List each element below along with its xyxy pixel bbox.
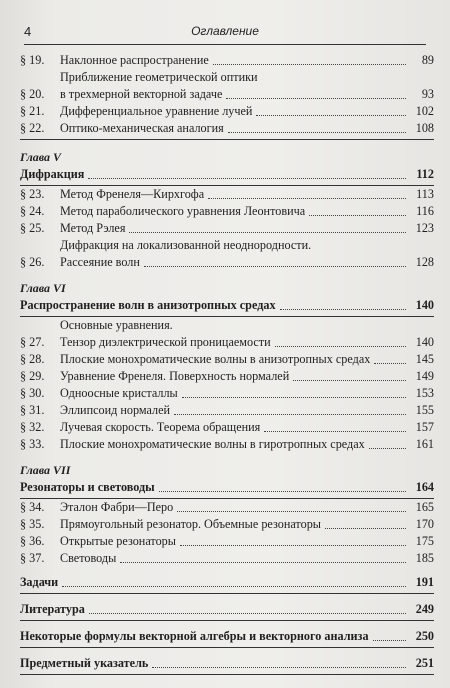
entry-title: Уравнение Френеля. Поверхность нормалей xyxy=(60,369,290,383)
entry-title: Лучевая скорость. Теорема обращения xyxy=(60,420,261,434)
entry-page: 140 xyxy=(415,335,434,349)
entry-page: 157 xyxy=(415,420,434,434)
entry-page: 108 xyxy=(415,121,434,135)
entry-title: Одноосные кристаллы xyxy=(60,386,178,400)
entry-line xyxy=(60,402,434,419)
entry-line xyxy=(20,628,434,645)
entry-body xyxy=(20,574,434,591)
entry-body xyxy=(20,166,434,183)
entry-title: Дифракция на локализованной неоднородности. xyxy=(60,238,312,252)
section-divider xyxy=(20,139,434,140)
entry-line xyxy=(60,69,434,86)
entry-page: 149 xyxy=(415,369,434,383)
section-number: § 21. xyxy=(20,104,45,118)
toc-entry xyxy=(20,516,434,533)
dot-leader xyxy=(373,640,406,641)
toc-entry xyxy=(20,436,434,453)
chapter-page: 140 xyxy=(415,298,434,312)
entry-line xyxy=(60,385,434,402)
dot-leader xyxy=(208,198,406,199)
entry-title: в трехмерной векторной задаче xyxy=(60,87,223,101)
toc-entry xyxy=(20,69,434,103)
entry-title: Задачи xyxy=(20,575,59,589)
toc-entry xyxy=(20,103,434,120)
dot-leader xyxy=(120,562,406,563)
section-number: § 29. xyxy=(20,369,45,383)
section-number: § 37. xyxy=(20,551,45,565)
entry-page: 89 xyxy=(421,53,434,67)
entry-line xyxy=(20,601,434,618)
entry-title: Эллипсоид нормалей xyxy=(60,403,171,417)
toc-entry xyxy=(20,419,434,436)
entry-body xyxy=(60,69,434,103)
toc-entry xyxy=(20,499,434,516)
entry-title: Рассеяние волн xyxy=(60,255,140,269)
dot-leader xyxy=(325,528,406,529)
entry-line xyxy=(60,436,434,453)
entry-line xyxy=(20,574,434,591)
entry-line xyxy=(60,254,434,271)
entry-title: Прямоугольный резонатор. Объемные резонаторы xyxy=(60,517,321,531)
toc-entry xyxy=(20,237,434,271)
entry-title: Приближение геометрической оптики xyxy=(60,70,258,84)
entry-body xyxy=(20,655,434,672)
entry-page: 249 xyxy=(415,602,434,616)
dot-leader xyxy=(62,586,406,587)
chapter-label: Глава VII xyxy=(20,463,71,477)
chapter-title: Распространение волн в анизотропных средах xyxy=(20,298,276,312)
entry-body xyxy=(20,628,434,645)
dot-leader xyxy=(369,448,406,449)
entry-page: 123 xyxy=(415,221,434,235)
entry-divider xyxy=(20,593,434,594)
section-number: § 20. xyxy=(20,87,45,101)
entry-line xyxy=(60,237,434,254)
entry-title: Тензор диэлектрической проницаемости xyxy=(60,335,271,349)
entry-line xyxy=(20,297,434,314)
chapter-label: Глава V xyxy=(20,150,62,164)
dot-leader xyxy=(152,667,406,668)
dot-leader xyxy=(177,511,406,512)
entry-line xyxy=(60,86,434,103)
entry-page: 251 xyxy=(415,656,434,670)
entry-title: Литература xyxy=(20,602,85,616)
entry-divider xyxy=(20,647,434,648)
section-number: § 35. xyxy=(20,517,45,531)
section-number: § 30. xyxy=(20,386,45,400)
running-title: Оглавление xyxy=(191,24,259,38)
toc-entry xyxy=(20,317,434,351)
section-number: § 19. xyxy=(20,53,45,67)
entry-line xyxy=(20,655,434,672)
entry-page: 250 xyxy=(415,629,434,643)
section-number: § 34. xyxy=(20,500,45,514)
entry-body xyxy=(60,533,434,550)
section-number: § 22. xyxy=(20,121,45,135)
entry-body xyxy=(20,297,434,314)
chapter-heading xyxy=(20,166,434,183)
entry-page: 93 xyxy=(421,87,434,101)
entry-title: Основные уравнения. xyxy=(60,318,173,332)
toc-entry xyxy=(20,220,434,237)
dot-leader xyxy=(213,64,406,65)
entry-body xyxy=(60,419,434,436)
dot-leader xyxy=(280,309,406,310)
entry-title: Некоторые формулы векторной алгебры и векторного анализа xyxy=(20,629,369,643)
entry-body xyxy=(60,237,434,271)
entry-line xyxy=(60,550,434,567)
entry-title: Эталон Фабри—Перо xyxy=(60,500,174,514)
entry-line xyxy=(20,479,434,496)
entry-title: Оптико-механическая аналогия xyxy=(60,121,224,135)
dot-leader xyxy=(180,545,406,546)
chapter-page: 164 xyxy=(415,480,434,494)
chapter-title: Дифракция xyxy=(20,167,85,181)
dot-leader xyxy=(88,178,406,179)
entry-page: 161 xyxy=(415,437,434,451)
toc-entry xyxy=(20,550,434,567)
dot-leader xyxy=(374,363,406,364)
entry-line xyxy=(20,166,434,183)
entry-page: 175 xyxy=(415,534,434,548)
entry-line xyxy=(60,533,434,550)
table-of-contents xyxy=(20,52,434,675)
entry-page: 185 xyxy=(415,551,434,565)
entry-line xyxy=(60,120,434,137)
entry-line xyxy=(60,186,434,203)
entry-title: Открытые резонаторы xyxy=(60,534,176,548)
entry-page: 113 xyxy=(416,187,434,201)
dot-leader xyxy=(264,431,406,432)
entry-title: Наклонное распространение xyxy=(60,53,209,67)
section-number: § 23. xyxy=(20,187,45,201)
entry-line xyxy=(60,52,434,69)
entry-line xyxy=(60,317,434,334)
entry-body xyxy=(60,120,434,137)
dot-leader xyxy=(182,397,406,398)
toc-entry xyxy=(20,533,434,550)
section-number: § 28. xyxy=(20,352,45,366)
entry-body xyxy=(60,499,434,516)
toc-entry xyxy=(20,351,434,368)
section-number: § 36. xyxy=(20,534,45,548)
entry-page: 155 xyxy=(415,403,434,417)
entry-line xyxy=(60,368,434,385)
entry-title: Метод Френеля—Кирхгофа xyxy=(60,187,205,201)
toc-entry xyxy=(20,368,434,385)
dot-leader xyxy=(256,115,406,116)
dot-leader xyxy=(159,491,406,492)
entry-page: 116 xyxy=(416,204,434,218)
entry-line xyxy=(60,516,434,533)
entry-page: 165 xyxy=(415,500,434,514)
chapter-heading xyxy=(20,297,434,314)
dot-leader xyxy=(293,380,406,381)
entry-title: Плоские монохроматические волны в анизотропных средах xyxy=(60,352,371,366)
entry-body xyxy=(60,317,434,351)
entry-title: Плоские монохроматические волны в гиротропных средах xyxy=(60,437,365,451)
section-number: § 32. xyxy=(20,420,45,434)
entry-page: 102 xyxy=(415,104,434,118)
entry-body xyxy=(60,385,434,402)
toc-entry xyxy=(20,52,434,69)
entry-divider xyxy=(20,674,434,675)
entry-line xyxy=(60,351,434,368)
entry-body xyxy=(60,351,434,368)
toc-entry xyxy=(20,120,434,137)
entry-page: 170 xyxy=(415,517,434,531)
section-number: § 24. xyxy=(20,204,45,218)
chapter-label: Глава VI xyxy=(20,281,66,295)
entry-page: 128 xyxy=(415,255,434,269)
entry-body xyxy=(60,368,434,385)
section-number: § 33. xyxy=(20,437,45,451)
section-number: § 31. xyxy=(20,403,45,417)
entry-body xyxy=(60,52,434,69)
toc-entry xyxy=(20,385,434,402)
chapter-heading xyxy=(20,479,434,496)
entry-line xyxy=(60,203,434,220)
entry-body xyxy=(60,203,434,220)
entry-page: 153 xyxy=(415,386,434,400)
entry-line xyxy=(60,419,434,436)
entry-body xyxy=(60,436,434,453)
dot-leader xyxy=(226,98,406,99)
entry-title: Световоды xyxy=(60,551,117,565)
entry-body xyxy=(60,220,434,237)
entry-line xyxy=(60,499,434,516)
back-matter-entry xyxy=(20,628,434,645)
entry-page: 145 xyxy=(415,352,434,366)
dot-leader xyxy=(89,613,406,614)
toc-entry xyxy=(20,402,434,419)
dot-leader xyxy=(129,232,406,233)
entry-body xyxy=(20,601,434,618)
entry-line xyxy=(60,334,434,351)
chapter-title: Резонаторы и световоды xyxy=(20,480,155,494)
page-header xyxy=(24,22,426,45)
entry-title: Метод Рэлея xyxy=(60,221,126,235)
dot-leader xyxy=(228,132,406,133)
toc-entry xyxy=(20,186,434,203)
entry-body xyxy=(60,516,434,533)
entry-divider xyxy=(20,620,434,621)
dot-leader xyxy=(309,215,406,216)
dot-leader xyxy=(174,414,406,415)
section-number: § 25. xyxy=(20,221,45,235)
entry-body xyxy=(60,550,434,567)
toc-entry xyxy=(20,203,434,220)
section-number: § 26. xyxy=(20,255,45,269)
back-matter-entry xyxy=(20,601,434,618)
entry-page: 191 xyxy=(415,575,434,589)
entry-title: Дифференциальное уравнение лучей xyxy=(60,104,253,118)
entry-body xyxy=(60,186,434,203)
entry-title: Метод параболического уравнения Леонтовича xyxy=(60,204,306,218)
back-matter-entry xyxy=(20,574,434,591)
entry-title: Предметный указатель xyxy=(20,656,149,670)
page-number: 4 xyxy=(24,24,32,39)
entry-body xyxy=(60,103,434,120)
entry-line xyxy=(60,220,434,237)
section-number: § 27. xyxy=(20,335,45,349)
entry-body xyxy=(20,479,434,496)
entry-body xyxy=(60,402,434,419)
chapter-page: 112 xyxy=(416,167,434,181)
back-matter-entry xyxy=(20,655,434,672)
dot-leader xyxy=(275,346,406,347)
entry-line xyxy=(60,103,434,120)
dot-leader xyxy=(144,266,406,267)
